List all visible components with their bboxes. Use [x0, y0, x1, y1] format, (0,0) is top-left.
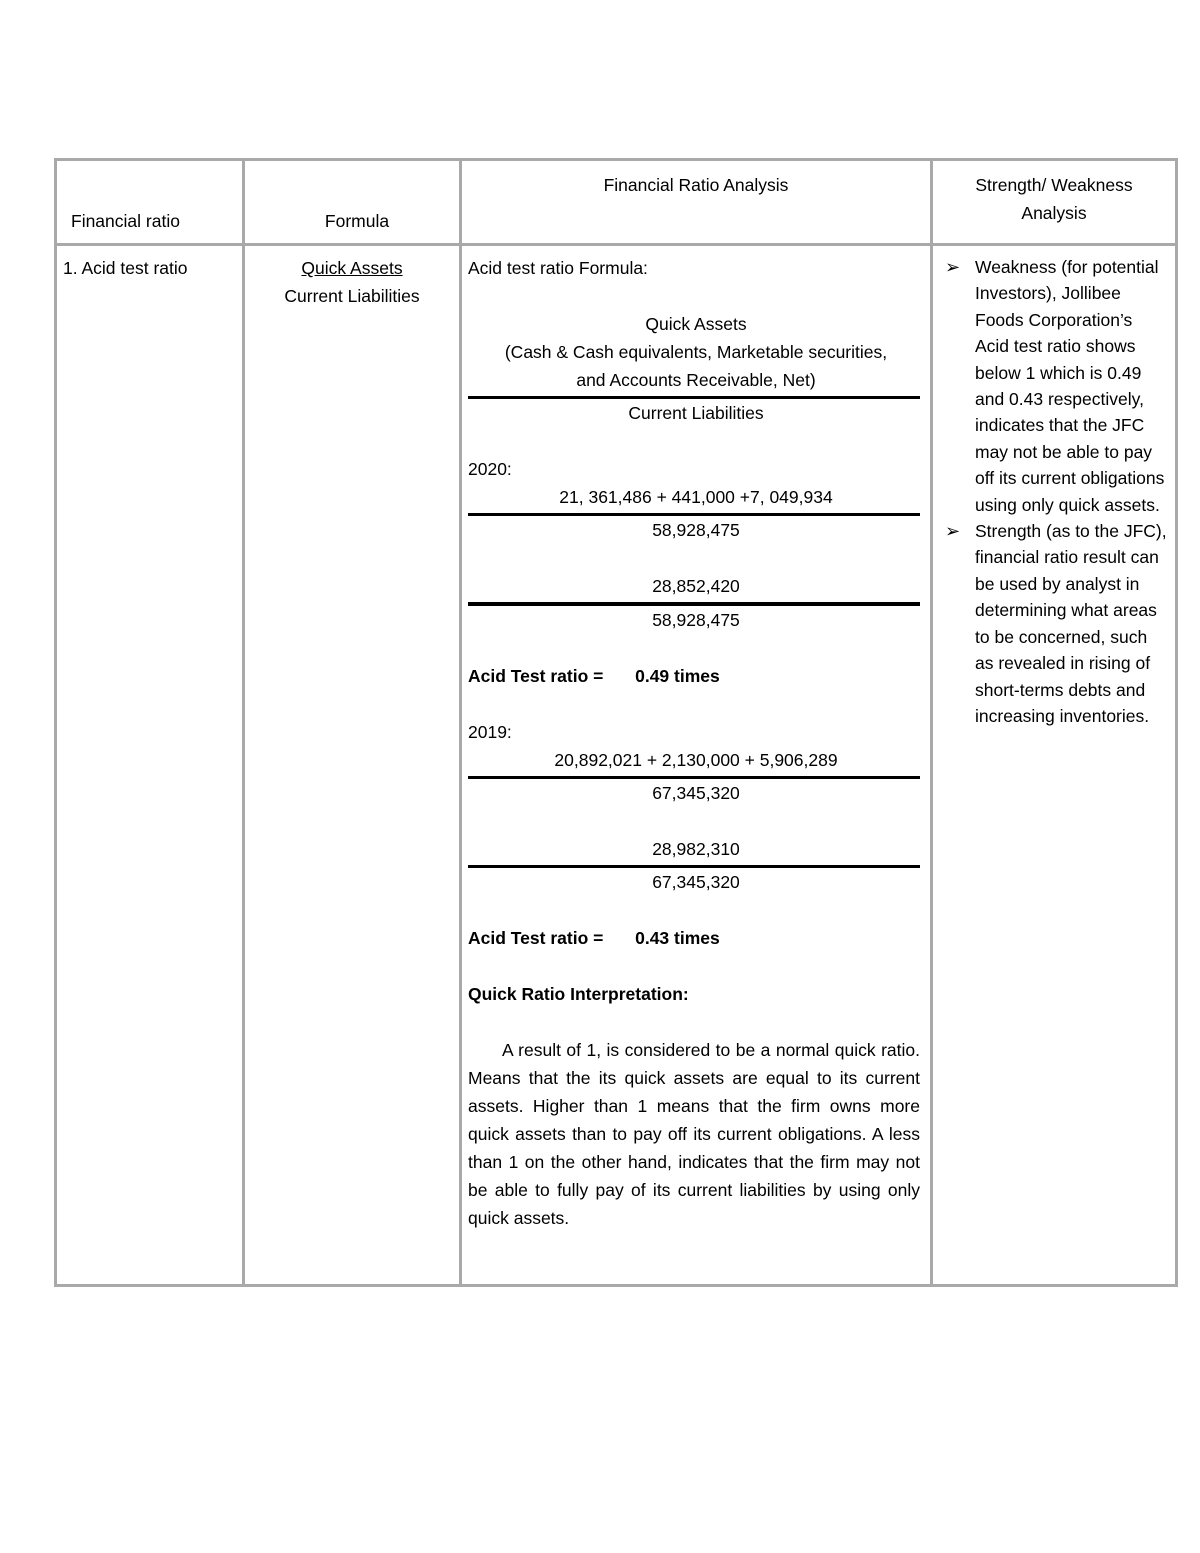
- header-strength-weakness: Strength/ Weakness Analysis: [932, 160, 1177, 245]
- arrow-bullet-icon: ➢: [945, 521, 961, 542]
- quick-assets-detail-2: and Accounts Receivable, Net): [576, 370, 816, 390]
- interpretation-text: A result of 1, is considered to be a normal quick ratio. Means that the its quick assets are equal to its current assets. Higher than 1 means that the firm owns more quick assets than to pay off its current obligations. A less than 1 on the other hand, indicates that the firm may not be able to fully pay of its current liabilities by using only quick assets.: [468, 1040, 920, 1228]
- list-item: ➢ Weakness (for potential Investors), Jollibee Foods Corporation’s Acid test ratio shows below 1 which is 0.49 and 0.43 respectively, indicates that the JFC may not be able to pay off its current obligations using only quick assets.: [945, 254, 1167, 518]
- current-liabilities-label: Current Liabilities: [628, 403, 764, 423]
- year-2020-label: 2020:: [468, 459, 512, 479]
- financial-ratio-table: [54, 158, 1178, 1287]
- year-2019-numerator: 20,892,021 + 2,130,000 + 5,906,289: [554, 750, 838, 770]
- year-2020-result: Acid Test ratio = 0.49 times: [468, 666, 720, 686]
- table-header-row: [56, 160, 1177, 245]
- header-financial-ratio: Financial ratio: [56, 160, 244, 245]
- arrow-bullet-icon: ➢: [945, 257, 961, 277]
- year-2019-numerator-sum: 28,982,310: [652, 839, 740, 859]
- interpretation-heading: Quick Ratio Interpretation:: [468, 984, 689, 1004]
- year-2019-label: 2019:: [468, 722, 512, 742]
- year-2019-denominator: 67,345,320: [652, 783, 740, 803]
- year-2020-denominator: 58,928,475: [652, 520, 740, 540]
- year-2020-numerator-sum: 28,852,420: [652, 576, 740, 596]
- quick-assets-detail-1: (Cash & Cash equivalents, Marketable securities,: [504, 342, 888, 362]
- year-2019-denominator-2: 67,345,320: [652, 872, 740, 892]
- ratio-name-cell: [56, 245, 244, 1286]
- header-analysis: Financial Ratio Analysis: [461, 160, 932, 245]
- analysis-cell: [461, 245, 932, 1286]
- formula-denominator: Current Liabilities: [284, 286, 420, 306]
- strength-weakness-list: [933, 254, 1175, 729]
- strength-weakness-cell: [932, 245, 1177, 1286]
- table-row: [56, 245, 1177, 1286]
- header-formula: Formula: [244, 160, 461, 245]
- quick-assets-label: Quick Assets: [645, 314, 747, 334]
- year-2020-denominator-2: 58,928,475: [652, 610, 740, 630]
- formula-cell: [244, 245, 461, 1286]
- list-item: ➢ Strength (as to the JFC), financial ratio result can be used by analyst in determining what areas to be concerned, such as revealed in rising of short-terms debts and increasing inventories.: [945, 518, 1167, 729]
- formula-heading: Acid test ratio Formula:: [468, 258, 648, 278]
- year-2019-result: Acid Test ratio = 0.43 times: [468, 928, 720, 948]
- year-2020-numerator: 21, 361,486 + 441,000 +7, 049,934: [559, 487, 833, 507]
- ratio-name: 1. Acid test ratio: [63, 258, 188, 278]
- formula-numerator: Quick Assets: [301, 258, 403, 278]
